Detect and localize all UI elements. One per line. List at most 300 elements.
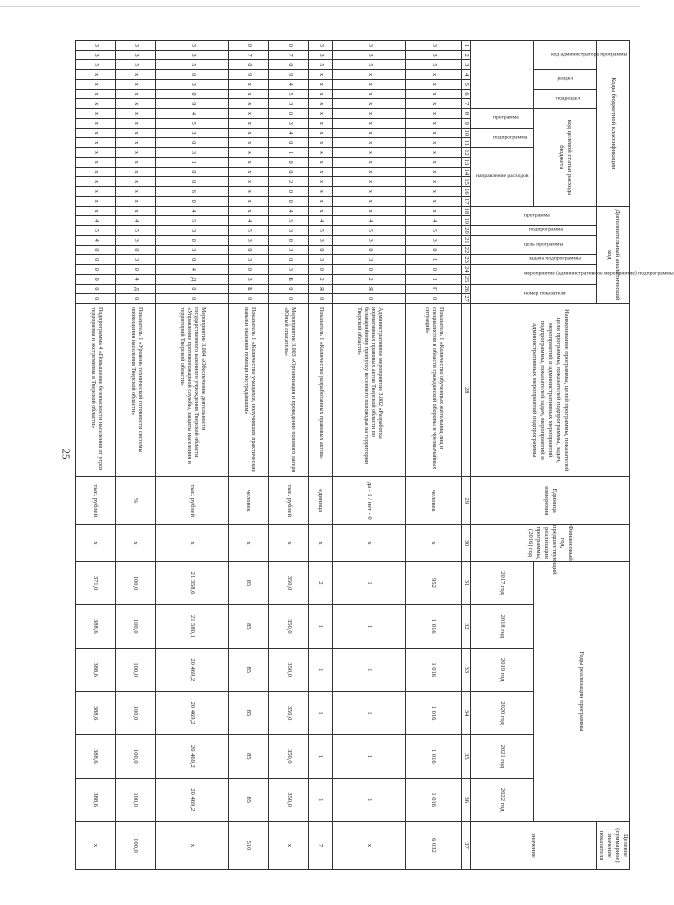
row-year-value: 952	[405, 561, 462, 604]
code-cell: 3	[116, 235, 156, 245]
code-cell: 0	[405, 294, 462, 304]
code-cell: 3	[405, 235, 462, 245]
header-additional-sub-4-text: мероприятие (административное мероприятие) подпрограммы	[524, 270, 674, 277]
col-number: 17	[463, 197, 470, 205]
row-year-value: 85	[229, 691, 269, 734]
code-cell: 0	[116, 245, 156, 255]
code-cell: 2	[269, 177, 309, 187]
code-cell: x	[229, 196, 269, 206]
code-cell: x	[229, 148, 269, 158]
header-additional-codes: Дополнительный аналитический код	[597, 206, 630, 303]
row-year-value: 350,0	[269, 691, 309, 734]
header-year-4: 2021 год	[471, 735, 534, 778]
col-number: 14	[463, 168, 470, 176]
code-cell: 3	[156, 148, 229, 158]
row-year-value: 1 016	[405, 648, 462, 691]
code-cell: x	[229, 157, 269, 167]
code-cell: 0	[156, 167, 229, 177]
row-year-value: 1	[309, 648, 333, 691]
col-number: 11	[463, 139, 470, 146]
header-fin-year: Финансовый год, предшествующий реализации программы, (2016) год	[471, 525, 630, 562]
code-cell: x	[309, 118, 333, 128]
header-additional-sub-1	[471, 226, 597, 236]
code-cell: 4	[269, 206, 309, 216]
row-unit: тыс. рублей	[156, 477, 229, 525]
code-cell: 4	[156, 206, 229, 216]
header-year-1: 2018 год	[471, 605, 534, 648]
row-year-value: 2	[309, 561, 333, 604]
code-cell: 3	[309, 255, 333, 265]
code-cell: 0	[76, 245, 116, 255]
rotated-table-sheet	[75, 40, 674, 870]
row-year-value: 100,0	[116, 778, 156, 821]
code-cell: 5	[76, 60, 116, 70]
code-cell: 0	[156, 138, 229, 148]
header-years: Годы реализации программы	[534, 561, 630, 821]
code-cell: 4	[309, 216, 333, 226]
header-additional-sub-3-text: задача подпрограммы	[529, 255, 582, 262]
code-cell: 0	[116, 294, 156, 304]
code-cell: 0	[156, 70, 229, 80]
col-number: 20	[463, 227, 470, 234]
row-name: Мероприятие 3.004 «Обеспечение деятельности государственного казенного учреждения Тверской области «Управление противопожарной службы, защиты населения и территорий Тверской области»	[156, 304, 229, 477]
code-cell: x	[76, 138, 116, 148]
code-cell: 7	[269, 50, 309, 60]
code-cell: 3	[156, 41, 229, 51]
code-cell: x	[332, 157, 405, 167]
code-cell: x	[229, 89, 269, 99]
code-cell: x	[309, 138, 333, 148]
code-cell: x	[309, 157, 333, 167]
code-cell: x	[332, 167, 405, 177]
row-year-value: 350,0	[269, 605, 309, 648]
code-cell: 9	[156, 99, 229, 109]
header-additional-sub-4	[471, 265, 674, 284]
code-cell: 3	[156, 226, 229, 236]
code-cell: 0	[269, 196, 309, 206]
row-year-value: 350,0	[269, 778, 309, 821]
header-unit: Единица измерения	[471, 477, 630, 525]
code-cell: x	[116, 187, 156, 197]
code-cell: x	[116, 79, 156, 89]
code-cell: 0	[229, 294, 269, 304]
row-year-value: 100,0	[116, 691, 156, 734]
code-cell: x	[76, 99, 116, 109]
code-cell: 0	[269, 167, 309, 177]
row-year-value: 1 016	[405, 691, 462, 734]
row-fin-year: x	[229, 525, 269, 562]
code-cell: 5	[309, 60, 333, 70]
code-cell: 5	[116, 60, 156, 70]
header-admin-code	[534, 41, 628, 70]
code-cell: 0	[269, 187, 309, 197]
code-cell: x	[309, 79, 333, 89]
code-cell: Б	[269, 274, 309, 284]
code-cell: Д	[116, 284, 156, 294]
code-cell: 0	[156, 196, 229, 206]
code-cell: 5	[269, 216, 309, 226]
code-cell: x	[332, 79, 405, 89]
code-cell: 0	[229, 265, 269, 275]
row-target-value: x	[332, 821, 405, 869]
col-number: 1	[462, 41, 471, 51]
code-cell: 7	[229, 50, 269, 60]
code-cell: 3	[405, 50, 462, 60]
header-target-sub-2-text: направление расходов	[475, 173, 529, 180]
row-fin-year: x	[76, 525, 116, 562]
code-cell: 5	[76, 226, 116, 236]
code-cell: 0	[269, 138, 309, 148]
col-number: 33	[462, 648, 471, 691]
code-cell: 3	[156, 50, 229, 60]
code-cell: x	[309, 128, 333, 138]
code-cell: x	[309, 177, 333, 187]
col-number: 9	[462, 118, 471, 128]
code-cell: x	[405, 70, 462, 80]
code-cell: x	[309, 89, 333, 99]
row-fin-year: x	[269, 525, 309, 562]
code-cell: 0	[269, 255, 309, 265]
code-cell: 0	[269, 60, 309, 70]
row-year-value: 1 016	[405, 605, 462, 648]
header-year-5: 2022 год	[471, 778, 534, 821]
code-cell: x	[116, 138, 156, 148]
code-cell: x	[405, 157, 462, 167]
code-cell: 3	[269, 99, 309, 109]
col-number: 8	[462, 109, 471, 119]
code-cell: 4	[116, 216, 156, 226]
code-cell: 4	[76, 235, 116, 245]
row-year-value: 1	[332, 735, 405, 778]
row-year-value: 21 358,6	[156, 561, 229, 604]
row-year-value: 100,0	[116, 735, 156, 778]
code-cell: x	[332, 109, 405, 119]
row-name: Показатель 1 «Количество обученных жительниц лиц и специалистов в области гражданской обороны и чрезвычайных ситуаций»	[405, 304, 462, 477]
code-cell: 5	[332, 226, 405, 236]
code-cell: 3	[332, 255, 405, 265]
col-number: 5	[462, 79, 471, 89]
col-number: 30	[462, 525, 471, 562]
col-number: 35	[462, 735, 471, 778]
code-cell: 3	[116, 255, 156, 265]
code-cell: x	[76, 196, 116, 206]
row-name: Подпрограмма 4 «Повышение безопасности населения от угроз терроризма и экстремизма в Тверской области»	[76, 304, 116, 477]
code-cell: 3	[229, 255, 269, 265]
header-target-sub-0	[471, 109, 534, 128]
code-cell: 1	[405, 274, 462, 284]
code-cell: x	[116, 128, 156, 138]
row-year-value: 85	[229, 735, 269, 778]
row-year-value: 1	[332, 778, 405, 821]
code-cell: 3	[269, 226, 309, 236]
row-year-value: 388,6	[76, 648, 116, 691]
code-cell: 0	[156, 284, 229, 294]
code-cell: 0	[269, 235, 309, 245]
code-cell: x	[116, 109, 156, 119]
row-name: Показатель 1 «Количество учащихся, получивших практические навыки оказания помощи пострадавшим»	[229, 304, 269, 477]
code-cell: 5	[405, 60, 462, 70]
header-name: Наименование программы, целей программы, показателей цели программы, показателей подпрограммы, задач, мероприятий и административных мероприятий подпрограммы, показателей задач, мероприятий и административных мероприятий подпрограммы	[471, 304, 630, 477]
row-name: Показатель 1 «Количество разработанных правовых актов»	[309, 304, 333, 477]
code-cell: 3	[405, 41, 462, 51]
row-year-value: 20 469,2	[156, 735, 229, 778]
row-fin-year: x	[156, 525, 229, 562]
col-number: 6	[462, 89, 471, 99]
code-cell: Б	[229, 284, 269, 294]
code-cell: 9	[269, 70, 309, 80]
code-cell: 3	[309, 235, 333, 245]
code-cell: x	[229, 177, 269, 187]
code-cell: 3	[116, 50, 156, 60]
code-cell: 5	[269, 89, 309, 99]
row-target-value: 100,0	[116, 821, 156, 869]
row-year-value: 85	[229, 778, 269, 821]
header-admin-code-text: код администратора программы	[550, 51, 628, 58]
col-number: 28	[462, 304, 471, 477]
code-cell: x	[116, 196, 156, 206]
row-year-value: 85	[229, 561, 269, 604]
row-target-value: x	[269, 821, 309, 869]
row-name: Мероприятие 3.003 «Организация и проведение полевого лагеря «Юный спасатель»	[269, 304, 309, 477]
col-number: 13	[463, 158, 470, 166]
code-cell: x	[332, 206, 405, 216]
code-cell: Я	[309, 284, 333, 294]
code-cell: x	[116, 206, 156, 216]
col-number: 3	[462, 60, 471, 70]
row-year-value: 21 580,1	[156, 605, 229, 648]
code-cell: 3	[156, 245, 229, 255]
code-cell: x	[229, 187, 269, 197]
code-cell: x	[332, 118, 405, 128]
row-year-value: 1	[332, 561, 405, 604]
col-number: 7	[462, 99, 471, 109]
row-year-value: 1 016	[405, 735, 462, 778]
code-cell: 0	[269, 157, 309, 167]
code-cell: x	[332, 187, 405, 197]
code-cell: x	[405, 167, 462, 177]
code-cell: 4	[156, 265, 229, 275]
code-cell: 0	[269, 284, 309, 294]
table-row	[116, 41, 156, 870]
row-year-value: 1	[309, 778, 333, 821]
header-subsection	[534, 89, 597, 108]
col-number: 12	[463, 149, 470, 156]
row-year-value: 350,0	[269, 735, 309, 778]
code-cell: x	[309, 70, 333, 80]
col-number: 24	[463, 266, 470, 273]
row-year-value: 1	[309, 605, 333, 648]
code-cell: 5	[309, 226, 333, 236]
code-cell: x	[76, 118, 116, 128]
row-unit: тыс. рублей	[269, 477, 309, 525]
col-number: 2	[462, 50, 471, 60]
code-cell: x	[76, 89, 116, 99]
code-cell: 5	[156, 118, 229, 128]
header-target-code: код целевой статьи расхода бюджета	[534, 109, 597, 206]
code-cell: 0	[156, 89, 229, 99]
row-year-value: 1	[332, 648, 405, 691]
code-cell: x	[332, 70, 405, 80]
col-number: 15	[463, 178, 470, 185]
col-number: 21	[463, 236, 470, 244]
table-row	[76, 41, 116, 870]
code-cell: 3	[269, 265, 309, 275]
code-cell: 4	[156, 109, 229, 119]
code-cell: 3	[116, 41, 156, 51]
header-additional-sub-5-text: номер показателя	[524, 290, 566, 297]
code-cell: x	[229, 167, 269, 177]
row-unit: человек	[229, 477, 269, 525]
code-cell: 0	[156, 255, 229, 265]
code-cell: 5	[156, 216, 229, 226]
header-year-2: 2019 год	[471, 648, 534, 691]
row-target-value: 6 032	[405, 821, 462, 869]
code-cell: x	[116, 148, 156, 158]
code-cell: x	[116, 89, 156, 99]
row-year-value: 20 469,2	[156, 691, 229, 734]
code-cell: x	[229, 128, 269, 138]
row-unit: тыс. рублей	[76, 477, 116, 525]
col-number: 10	[463, 129, 470, 137]
code-cell: 4	[332, 216, 405, 226]
row-year-value: 388,6	[76, 691, 116, 734]
row-year-value: 85	[229, 648, 269, 691]
code-cell: x	[76, 109, 116, 119]
header-budget-codes: Коды бюджетной классификации	[597, 41, 630, 207]
code-cell: 4	[405, 216, 462, 226]
header-blank-a	[471, 41, 534, 109]
header-additional-sub-3	[471, 255, 597, 265]
code-cell: x	[332, 138, 405, 148]
code-cell: 1	[156, 157, 229, 167]
code-cell: 0	[76, 255, 116, 265]
header-target: Целевое (суммарное) значение показателя	[597, 821, 630, 869]
col-number: 37	[462, 821, 471, 869]
header-section-text: раздел	[557, 75, 573, 82]
code-cell: 0	[76, 265, 116, 275]
header-additional-sub-2	[471, 235, 597, 254]
code-cell: x	[405, 118, 462, 128]
code-cell: x	[76, 128, 116, 138]
row-fin-year: x	[309, 525, 333, 562]
code-cell: x	[116, 118, 156, 128]
code-cell: 0	[269, 109, 309, 119]
row-unit: человек	[405, 477, 462, 525]
row-fin-year: x	[405, 525, 462, 562]
code-cell: 0	[332, 245, 405, 255]
code-cell: 0	[156, 235, 229, 245]
page-number: 25	[59, 448, 72, 460]
col-number: 31	[462, 561, 471, 604]
row-fin-year: x	[116, 525, 156, 562]
code-cell: 0	[229, 245, 269, 255]
col-number: 32	[462, 605, 471, 648]
code-cell: 5	[229, 226, 269, 236]
code-cell: 3	[269, 118, 309, 128]
code-cell: 2	[332, 274, 405, 284]
row-unit: единица	[309, 477, 333, 525]
row-target-value: 510	[229, 821, 269, 869]
code-cell: 0	[76, 274, 116, 284]
col-number: 22	[463, 246, 470, 254]
code-cell: x	[229, 138, 269, 148]
row-name: Административное мероприятие 3.002 «Разработка нормативных правовых актов Тверской области по безаварийному пропуску весеннего половодья на территории Тверской области»	[332, 304, 405, 477]
code-cell: 0	[405, 245, 462, 255]
row-year-value: 371,0	[76, 561, 116, 604]
header-additional-sub-0-text: программа	[524, 212, 550, 219]
code-cell: 0	[76, 294, 116, 304]
code-cell: x	[309, 99, 333, 109]
col-number: 34	[462, 691, 471, 734]
code-cell: x	[309, 148, 333, 158]
col-number: 4	[462, 70, 471, 80]
code-cell: x	[405, 99, 462, 109]
code-cell: x	[405, 206, 462, 216]
code-cell: x	[116, 99, 156, 109]
code-cell: x	[116, 157, 156, 167]
row-year-value: 20 469,2	[156, 648, 229, 691]
code-cell: x	[405, 79, 462, 89]
code-cell: x	[405, 138, 462, 148]
row-year-value: 1	[309, 735, 333, 778]
code-cell: 3	[229, 274, 269, 284]
code-cell: 4	[269, 128, 309, 138]
header-additional-sub-0	[471, 206, 597, 225]
code-cell: 4	[229, 216, 269, 226]
row-year-value: 1	[309, 691, 333, 734]
row-fin-year: x	[332, 525, 405, 562]
code-cell: 0	[309, 265, 333, 275]
row-unit: да - 1 / нет - 0	[332, 477, 405, 525]
code-cell: 3	[309, 41, 333, 51]
code-cell: x	[76, 206, 116, 216]
code-cell: x	[76, 187, 116, 197]
table-row	[156, 41, 229, 870]
code-cell: x	[405, 148, 462, 158]
table-row	[269, 41, 309, 870]
code-cell: 4	[76, 216, 116, 226]
code-cell: 3	[156, 128, 229, 138]
header-target-sub-1-text: подпрограмма	[492, 134, 527, 141]
row-unit: %	[116, 477, 156, 525]
col-number: 18	[463, 207, 470, 215]
table-row	[229, 41, 269, 870]
col-number: 27	[463, 295, 470, 302]
col-number: 25	[463, 275, 470, 283]
code-cell: x	[229, 118, 269, 128]
code-cell: 0	[229, 41, 269, 51]
code-cell: x	[405, 89, 462, 99]
code-cell: 0	[116, 265, 156, 275]
code-cell: x	[332, 128, 405, 138]
code-cell: 0	[156, 177, 229, 187]
row-year-value: 1 016	[405, 778, 462, 821]
code-cell: Я	[332, 284, 405, 294]
code-cell: x	[405, 177, 462, 187]
code-cell: Д	[156, 274, 229, 284]
code-cell: 3	[309, 50, 333, 60]
table-row	[309, 41, 333, 870]
header-target-value: значение	[471, 821, 597, 869]
code-cell: 4	[116, 274, 156, 284]
code-cell: x	[309, 187, 333, 197]
header-subsection-text: подраздел	[555, 95, 580, 102]
col-number: 26	[463, 285, 470, 293]
code-cell: Г	[405, 284, 462, 294]
header-target-sub-1	[471, 128, 534, 147]
code-cell: 6	[156, 187, 229, 197]
table-row	[332, 41, 405, 870]
